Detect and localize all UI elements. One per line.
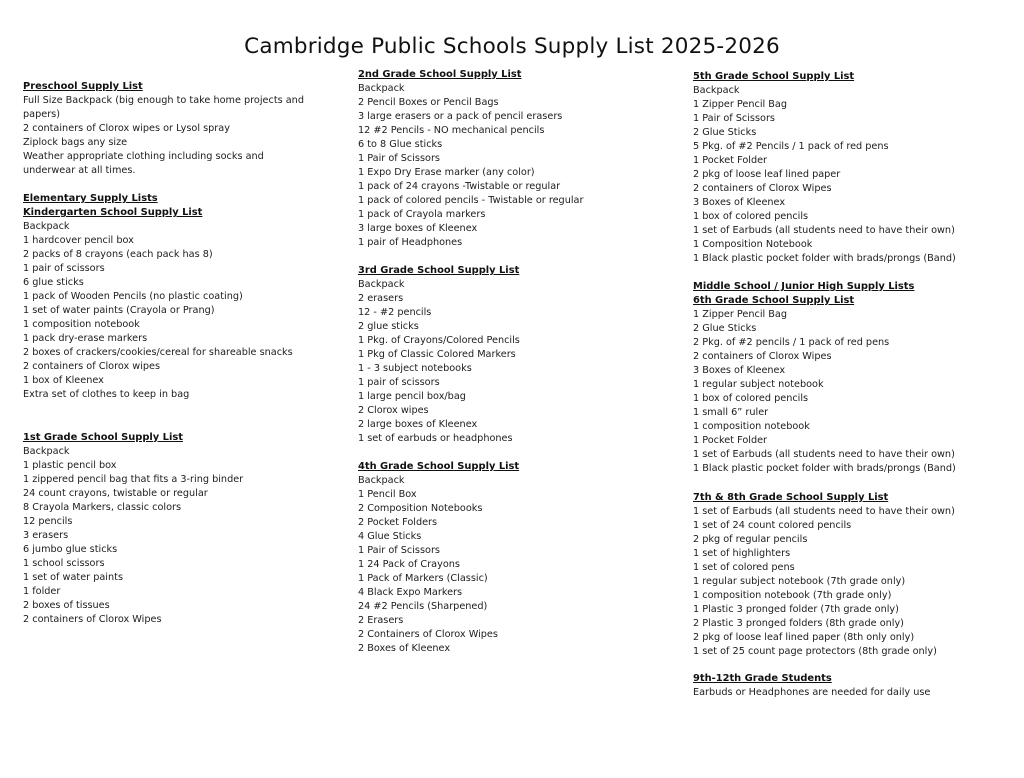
list-item: 1 pack of Wooden Pencils (no plastic coating): [23, 291, 243, 302]
list-item: 2 Glue Sticks: [693, 127, 757, 138]
list-item: 2 large boxes of Kleenex: [358, 419, 478, 430]
list-item: 3 Boxes of Kleenex: [693, 197, 786, 208]
list-item: 1 Pair of Scissors: [358, 153, 440, 164]
list-item: 1 Pair of Scissors: [693, 113, 775, 124]
list-item: 5 Pkg. of #2 Pencils / 1 pack of red pens: [693, 141, 889, 152]
list-item: 3 erasers: [23, 530, 69, 541]
grade78-heading: 7th & 8th Grade School Supply List: [693, 492, 889, 503]
list-item: Backpack: [23, 446, 70, 457]
list-item: 4 Glue Sticks: [358, 531, 422, 542]
list-item: 2 Composition Notebooks: [358, 503, 483, 514]
list-item: 1 Zipper Pencil Bag: [693, 309, 788, 320]
page-title: Cambridge Public Schools Supply List 2025-2026: [244, 34, 780, 59]
preschool-heading: Preschool Supply List: [23, 81, 143, 92]
list-item: 1 set of Earbuds (all students need to have their own): [693, 225, 955, 236]
list-item: 1 set of earbuds or headphones: [358, 433, 513, 444]
list-item: 1 24 Pack of Crayons: [358, 559, 460, 570]
list-item: 2 Glue Sticks: [693, 323, 757, 334]
list-item: 8 Crayola Markers, classic colors: [23, 502, 182, 513]
list-item: 2 Clorox wipes: [358, 405, 429, 416]
grade1-section: [23, 431, 343, 627]
list-item: 2 containers of Clorox wipes: [23, 361, 161, 372]
list-item: 1 Pkg of Classic Colored Markers: [358, 349, 516, 360]
list-item: 1 set of highlighters: [693, 548, 791, 559]
grade2-section: [358, 68, 678, 250]
list-item: 3 large boxes of Kleenex: [358, 223, 478, 234]
list-item: 12 #2 Pencils - NO mechanical pencils: [358, 125, 545, 136]
list-item: 2 glue sticks: [358, 321, 419, 332]
list-item: 2 pkg of regular pencils: [693, 534, 808, 545]
list-item: 1 pack dry-erase markers: [23, 333, 148, 344]
list-item: Backpack: [358, 475, 405, 486]
preschool-section: [23, 80, 343, 178]
list-item: 1 set of 25 count page protectors (8th grade only): [693, 646, 937, 657]
grade6-heading: 6th Grade School Supply List: [693, 295, 855, 306]
list-item: 1 Expo Dry Erase marker (any color): [358, 167, 535, 178]
list-item: Backpack: [358, 279, 405, 290]
list-item: 1 Plastic 3 pronged folder (7th grade only): [693, 604, 899, 615]
grade2-heading: 2nd Grade School Supply List: [358, 69, 522, 80]
list-item: 3 large erasers or a pack of pencil erasers: [358, 111, 563, 122]
list-item: 1 set of Earbuds (all students need to have their own): [693, 449, 955, 460]
list-item: 1 regular subject notebook: [693, 379, 824, 390]
list-item: 1 Black plastic pocket folder with brads/prongs (Band): [693, 463, 956, 474]
list-item: 2 boxes of crackers/cookies/cereal for shareable snacks: [23, 347, 293, 358]
list-item: 1 small 6” ruler: [693, 407, 769, 418]
middle-school-heading: Middle School / Junior High Supply Lists: [693, 281, 915, 292]
list-item: 1 folder: [23, 586, 61, 597]
grade4-heading: 4th Grade School Supply List: [358, 461, 520, 472]
list-item: 1 composition notebook (7th grade only): [693, 590, 892, 601]
grade4-section: [358, 460, 678, 656]
list-item: 12 pencils: [23, 516, 73, 527]
list-item: 1 plastic pencil box: [23, 460, 117, 471]
list-item: 2 containers of Clorox wipes or Lysol spray: [23, 123, 230, 134]
list-item: 6 to 8 Glue sticks: [358, 139, 443, 150]
list-item: 2 Plastic 3 pronged folders (8th grade only): [693, 618, 904, 629]
middle-school-section: [693, 280, 1018, 476]
list-item: 1 set of Earbuds (all students need to have their own): [693, 506, 955, 517]
list-item: Earbuds or Headphones are needed for daily use: [693, 687, 931, 698]
list-item: Full Size Backpack (big enough to take home projects and papers): [23, 95, 304, 120]
list-item: 1 large pencil box/bag: [358, 391, 466, 402]
list-item: 1 composition notebook: [23, 319, 140, 330]
elementary-heading: Elementary Supply Lists: [23, 193, 158, 204]
list-item: Backpack: [23, 221, 70, 232]
list-item: 1 Pocket Folder: [693, 435, 768, 446]
list-item: 1 school scissors: [23, 558, 105, 569]
list-item: 1 Pair of Scissors: [358, 545, 440, 556]
highschool-section: [693, 672, 1018, 700]
list-item: 1 Pencil Box: [358, 489, 417, 500]
list-item: 24 #2 Pencils (Sharpened): [358, 601, 488, 612]
list-item: Extra set of clothes to keep in bag: [23, 389, 190, 400]
list-item: 1 pack of 24 crayons -Twistable or regular: [358, 181, 561, 192]
list-item: 1 box of Kleenex: [23, 375, 104, 386]
list-item: 4 Black Expo Markers: [358, 587, 463, 598]
list-item: Ziplock bags any size: [23, 137, 128, 148]
grade78-section: [693, 491, 1018, 659]
list-item: 2 pkg of loose leaf lined paper (8th only only): [693, 632, 915, 643]
list-item: 1 set of 24 count colored pencils: [693, 520, 852, 531]
list-item: Backpack: [358, 83, 405, 94]
list-item: 2 Containers of Clorox Wipes: [358, 629, 498, 640]
list-item: 2 erasers: [358, 293, 404, 304]
list-item: 3 Boxes of Kleenex: [693, 365, 786, 376]
list-item: 1 set of water paints (Crayola or Prang): [23, 305, 215, 316]
list-item: 6 jumbo glue sticks: [23, 544, 118, 555]
list-item: 6 glue sticks: [23, 277, 84, 288]
list-item: 2 Pkg. of #2 pencils / 1 pack of red pens: [693, 337, 890, 348]
list-item: 1 composition notebook: [693, 421, 810, 432]
list-item: 1 Black plastic pocket folder with brads/prongs (Band): [693, 253, 956, 264]
list-item: 2 packs of 8 crayons (each pack has 8): [23, 249, 213, 260]
list-item: 1 box of colored pencils: [693, 393, 809, 404]
list-item: 24 count crayons, twistable or regular: [23, 488, 208, 499]
list-item: Backpack: [693, 85, 740, 96]
list-item: 1 pair of Headphones: [358, 237, 463, 248]
list-item: 1 Pack of Markers (Classic): [358, 573, 488, 584]
list-item: 1 Zipper Pencil Bag: [693, 99, 788, 110]
kindergarten-section: [23, 192, 343, 402]
grade1-heading: 1st Grade School Supply List: [23, 432, 183, 443]
list-item: 1 pack of Crayola markers: [358, 209, 486, 220]
list-item: 1 pack of colored pencils - Twistable or regular: [358, 195, 584, 206]
list-item: 1 set of water paints: [23, 572, 123, 583]
list-item: 2 boxes of tissues: [23, 600, 110, 611]
list-item: Weather appropriate clothing including socks and underwear at all times.: [23, 151, 264, 176]
list-item: 1 regular subject notebook (7th grade only): [693, 576, 906, 587]
kindergarten-heading: Kindergarten School Supply List: [23, 207, 203, 218]
list-item: 1 Pkg. of Crayons/Colored Pencils: [358, 335, 520, 346]
list-item: 2 Erasers: [358, 615, 404, 626]
list-item: 1 pair of scissors: [358, 377, 440, 388]
grade5-heading: 5th Grade School Supply List: [693, 71, 855, 82]
list-item: 1 pair of scissors: [23, 263, 105, 274]
list-item: 1 hardcover pencil box: [23, 235, 134, 246]
list-item: 12 - #2 pencils: [358, 307, 432, 318]
grade3-heading: 3rd Grade School Supply List: [358, 265, 520, 276]
highschool-heading: 9th-12th Grade Students: [693, 673, 832, 684]
grade3-section: [358, 264, 678, 446]
list-item: 2 pkg of loose leaf lined paper: [693, 169, 841, 180]
list-item: 1 zippered pencil bag that fits a 3-ring binder: [23, 474, 244, 485]
list-item: 1 Pocket Folder: [693, 155, 768, 166]
list-item: 2 containers of Clorox Wipes: [23, 614, 162, 625]
list-item: 2 Pocket Folders: [358, 517, 438, 528]
list-item: 2 containers of Clorox Wipes: [693, 183, 832, 194]
list-item: 2 containers of Clorox Wipes: [693, 351, 832, 362]
list-item: 1 set of colored pens: [693, 562, 795, 573]
list-item: 1 - 3 subject notebooks: [358, 363, 472, 374]
list-item: 2 Boxes of Kleenex: [358, 643, 451, 654]
list-item: 2 Pencil Boxes or Pencil Bags: [358, 97, 499, 108]
list-item: 1 Composition Notebook: [693, 239, 813, 250]
grade5-section: [693, 70, 1018, 266]
list-item: 1 box of colored pencils: [693, 211, 809, 222]
